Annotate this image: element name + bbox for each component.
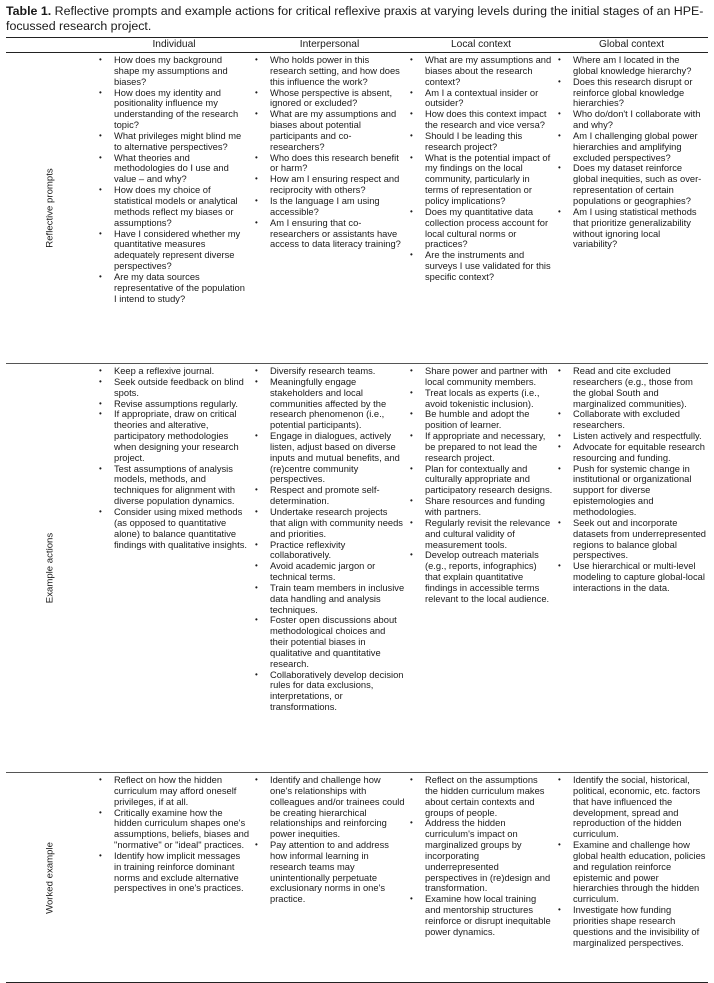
reflexive-praxis-table [6,37,708,983]
cell-individual [96,53,252,364]
bullet-list [407,366,553,605]
list-item: • How does my choice of statistical models or analytical methods reflect my biases or assumptions? [96,185,250,228]
table-row [6,53,708,364]
list-item: • What is the potential impact of my findings on the local community, particularly in terms of representation or policy implications? [407,153,553,207]
list-item: • Am I a contextual insider or outsider? [407,88,553,110]
column-header-interpersonal: Interpersonal [252,38,407,53]
bullet-list [407,55,553,283]
list-item: • Collaborate with excluded researchers. [555,409,706,431]
list-item: • Reflect on the assumptions the hidden curriculum makes about certain contexts and groups of people. [407,775,553,818]
list-item: • Does my dataset reinforce global inequities, such as over-representation of certain populations or geographies? [555,163,706,206]
cell-local-context [407,53,555,364]
list-item: • Are the instruments and surveys I use validated for this specific context? [407,250,553,283]
list-item: • Be humble and adopt the position of learner. [407,409,553,431]
caption-text: Reflective prompts and example actions for critical reflexive praxis at varying levels during the initial stages of an HPE-focussed research project. [6,4,704,33]
list-item: • Keep a reflexive journal. [96,366,250,377]
list-item: • Advocate for equitable research resourcing and funding. [555,442,706,464]
table-header-row [6,38,708,53]
list-item: • Treat locals as experts (i.e., avoid tokenistic inclusion). [407,388,553,410]
cell-global-context [555,773,708,983]
list-item: • Should I be leading this research project? [407,131,553,153]
list-item: • Examine how local training and mentorship structures reinforce or disrupt inequitable power dynamics. [407,894,553,937]
row-label: Example actions [44,532,56,604]
list-item: • Identify how implicit messages in training reinforce dominant norms and exclude alternative perspectives in one's practices. [96,851,250,894]
cell-interpersonal [252,364,407,773]
list-item: • Regularly revisit the relevance and cultural validity of measurement tools. [407,518,553,551]
list-item: • If appropriate, draw on critical theories and alterative, participatory methodologies when designing your research project. [96,409,250,463]
list-item: • Who does this research benefit or harm? [252,153,405,175]
list-item: • Train team members in inclusive data handling and analysis techniques. [252,583,405,616]
list-item: • Develop outreach materials (e.g., reports, infographics) that explain quantitative findings in accessible terms relevant to the local audience. [407,550,553,604]
list-item: • Does this research disrupt or reinforce global knowledge hierarchies? [555,77,706,110]
cell-local-context [407,773,555,983]
bullet-list [252,55,405,250]
list-item: • Meaningfully engage stakeholders and local communities affected by the research phenomenon (i.e., potential participants). [252,377,405,431]
list-item: • Listen actively and respectfully. [555,431,706,442]
list-item: • Foster open discussions about methodological choices and their potential biases in qualitative and quantitative research. [252,615,405,669]
list-item: • Seek outside feedback on blind spots. [96,377,250,399]
list-item: • Where am I located in the global knowledge hierarchy? [555,55,706,77]
list-item: • Investigate how funding priorities shape research questions and the invisibility of marginalized perspectives. [555,905,706,948]
list-item: • Identify the social, historical, political, economic, etc. factors that have influenced the development, spread and reproduction of the hidden curriculum. [555,775,706,840]
list-item: • Avoid academic jargon or technical terms. [252,561,405,583]
list-item: • How does my identity and positionality influence my understanding of the research topic? [96,88,250,131]
list-item: • Critically examine how the hidden curriculum shapes one's assumptions, beliefs, biases and "normative" or "ideal" practices. [96,808,250,851]
column-header-global-context: Global context [555,38,708,53]
list-item: • What privileges might blind me to alternative perspectives? [96,131,250,153]
list-item: • Am I challenging global power hierarchies and amplifying excluded perspectives? [555,131,706,164]
list-item: • How am I ensuring respect and reciprocity with others? [252,174,405,196]
row-header [6,773,96,983]
list-item: • Am I ensuring that co-researchers or assistants have access to data literacy training? [252,218,405,251]
table-row [6,773,708,983]
list-item: • Share resources and funding with partners. [407,496,553,518]
list-item: • Who holds power in this research setting, and how does this influence the work? [252,55,405,88]
list-item: • How does my background shape my assumptions and biases? [96,55,250,88]
table-row [6,364,708,773]
list-item: • How does this context impact the research and vice versa? [407,109,553,131]
row-header [6,364,96,773]
list-item: • Plan for contextually and culturally appropriate and participatory research designs. [407,464,553,497]
list-item: • Does my quantitative data collection process account for local cultural norms or practices? [407,207,553,250]
list-item: • Who do/don't I collaborate with and why? [555,109,706,131]
list-item: • Seek out and incorporate datasets from underrepresented regions to balance global perspectives. [555,518,706,561]
list-item: • Are my data sources representative of the population I intend to study? [96,272,250,305]
list-item: • Is the language I am using accessible? [252,196,405,218]
bullet-list [96,55,250,304]
list-item: • Identify and challenge how one's relationships with colleagues and/or trainees could be creating hierarchical relationships and reinforcing power inequities. [252,775,405,840]
list-item: • What are my assumptions and biases about potential participants and co-researchers? [252,109,405,152]
list-item: • Diversify research teams. [252,366,405,377]
list-item: • Collaboratively develop decision rules for data exclusions, interpretations, or transformations. [252,670,405,713]
row-label: Worked example [44,841,56,914]
list-item: • Reflect on how the hidden curriculum may afford oneself privileges, if at all. [96,775,250,808]
list-item: • What theories and methodologies do I use and value – and why? [96,153,250,186]
list-item: • Examine and challenge how global health education, policies and regulation reinforce epistemic and power hierarchies through the hidden curriculum. [555,840,706,905]
list-item: • What are my assumptions and biases about the research context? [407,55,553,88]
bullet-list [555,55,706,250]
bullet-list [407,775,553,938]
bullet-list [96,775,250,894]
cell-global-context [555,364,708,773]
list-item: • Address the hidden curriculum's impact on marginalized groups by incorporating underrepresented perspectives in (re)design and transformation. [407,818,553,894]
list-item: • Use hierarchical or multi-level modeling to capture global-local interactions in the data. [555,561,706,594]
bullet-list [252,366,405,713]
row-header [6,53,96,364]
row-label: Reflective prompts [44,168,56,248]
list-item: • Whose perspective is absent, ignored or excluded? [252,88,405,110]
list-item: • Revise assumptions regularly. [96,399,250,410]
cell-interpersonal [252,53,407,364]
cell-individual [96,364,252,773]
list-item: • Pay attention to and address how informal learning in research teams may unintentionally perpetuate exclusionary norms in one's practice. [252,840,405,905]
list-item: • Practice reflexivity collaboratively. [252,540,405,562]
list-item: • Consider using mixed methods (as opposed to quantitative alone) to balance quantitative findings with qualitative insights. [96,507,250,550]
bullet-list [555,775,706,949]
column-header-local-context: Local context [407,38,555,53]
cell-local-context [407,364,555,773]
bullet-list [252,775,405,905]
list-item: • Push for systemic change in institutional or organizational support for diverse epistemologies and methodologies. [555,464,706,518]
cell-interpersonal [252,773,407,983]
cell-individual [96,773,252,983]
bullet-list [96,366,250,550]
list-item: • Engage in dialogues, actively listen, adjust based on diverse inputs and mutual benefits, and (re)centre community perspectives. [252,431,405,485]
table-caption [6,4,708,34]
list-item: • Have I considered whether my quantitative measures adequately represent diverse perspectives? [96,229,250,272]
list-item: • Undertake research projects that align with community needs and priorities. [252,507,405,540]
corner-header [6,38,96,53]
list-item: • Test assumptions of analysis models, methods, and techniques for alignment with diverse population dynamics. [96,464,250,507]
cell-global-context [555,53,708,364]
list-item: • Read and cite excluded researchers (e.g., those from the global South and marginalized communities). [555,366,706,409]
column-header-individual: Individual [96,38,252,53]
list-item: • Am I using statistical methods that prioritize generalizability without ignoring local variability? [555,207,706,250]
caption-label: Table 1. [6,4,52,18]
list-item: • If appropriate and necessary, be prepared to not lead the research project. [407,431,553,464]
list-item: • Share power and partner with local community members. [407,366,553,388]
bullet-list [555,366,706,594]
list-item: • Respect and promote self-determination. [252,485,405,507]
